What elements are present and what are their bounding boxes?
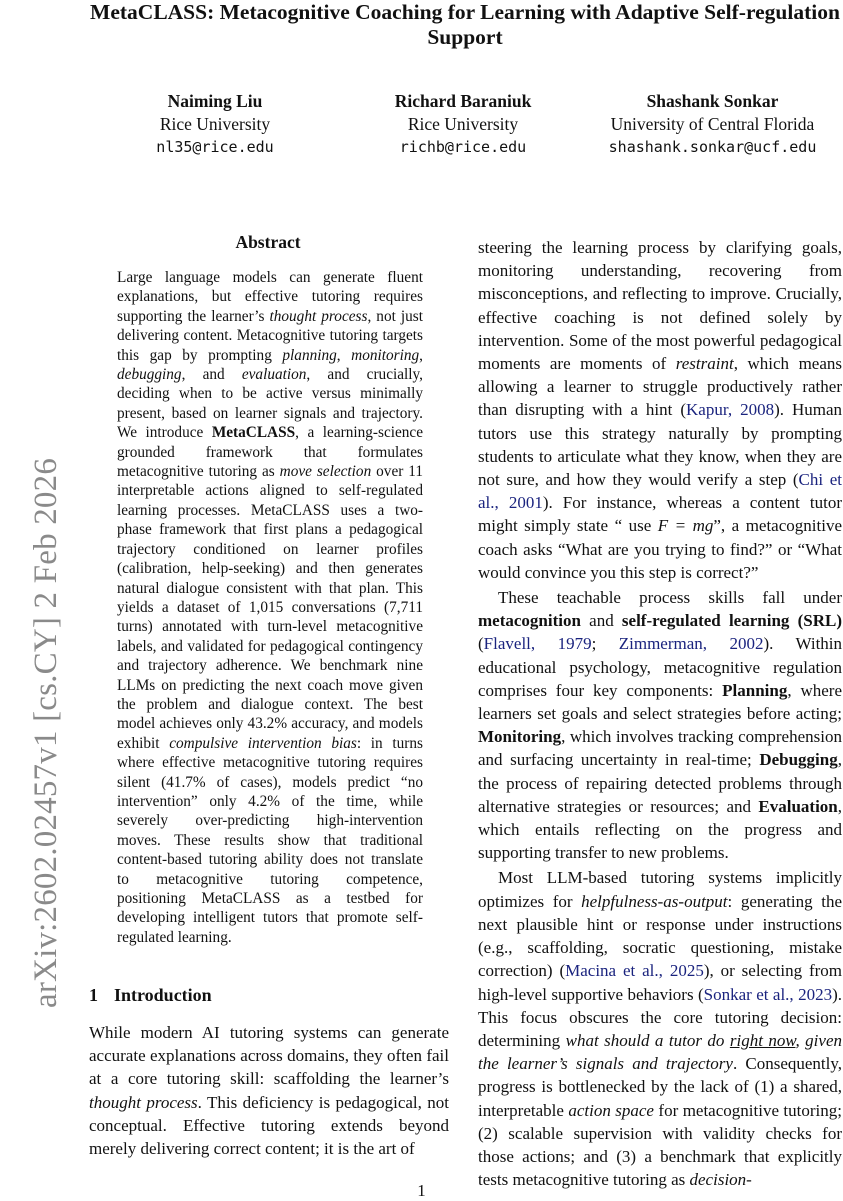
author-name: Richard Baraniuk [394, 91, 532, 111]
arxiv-identifier: arXiv:2602.02457v1 [cs.CY] 2 Feb 2026 [28, 457, 64, 1008]
section-heading-introduction [89, 985, 212, 1006]
abstract-paragraph: Large language models can generate fluent explanations, but effective tutoring requires supporting the learner’s thought process, not just delivering content. Metacognitive tutoring targets this gap by prompting planning, monitoring, debugging, and evaluation, and crucially, deciding when to be active versus minimally present, based on learner signals and trajectory. We introduce MetaCLASS, a learning-science grounded framework that formulates metacognitive tutoring as move selection over 11 interpretable actions aligned to self-regulated learning processes. MetaCLASS uses a two-phase framework that first plans a pedagogical trajectory conditioned on learner profiles (calibration, help-seeking) and then generates natural dialogue consistent with that plan. This yields a dataset of 1,015 conversations (7,711 turns) annotated with turn-level metacognitive labels, and validated for pedagogical contingency and trajectory adherence. We benchmark nine LLMs on predicting the next coach move given the problem and dialogue context. The best model achieves only 43.2% accuracy, and models exhibit compulsive intervention bias: in turns where effective metacognitive tutoring requires silent (41.7% of cases), models predict “no intervention” only 4.2% of the time, while severely over-predicting high-intervention moves. These results show that traditional content-based tutoring ability does not translate to metacognitive tutoring competence, positioning MetaCLASS as a testbed for developing intelligent tutors that promote self-regulated learning. [117, 269, 424, 946]
citation-link[interactable]: Kapur, 2008 [686, 400, 775, 420]
author-1 [130, 90, 300, 159]
author-2 [373, 90, 553, 159]
math-expression: F = mg [657, 516, 714, 536]
section-number: 1 [89, 985, 98, 1005]
page-number: 1 [417, 1181, 426, 1200]
citation-link[interactable]: Sonkar et al., 2023 [703, 984, 833, 1004]
paper-title: MetaCLASS: Metacognitive Coaching for Learning with Adaptive Self-regulation Support [90, 0, 840, 49]
author-affiliation: Rice University [407, 114, 519, 134]
author-name: Shashank Sonkar [646, 91, 779, 111]
citation-link[interactable]: Flavell, 1979 [483, 634, 592, 654]
intro-left-column [89, 1021, 449, 1160]
right-column [478, 236, 842, 1191]
author-3 [590, 90, 835, 159]
citation-link[interactable]: Macina et al., 2025 [565, 961, 704, 981]
author-affiliation: University of Central Florida [610, 114, 815, 134]
author-email: shashank.sonkar@ucf.edu [608, 138, 817, 156]
section-title: Introduction [114, 985, 212, 1005]
citation-link[interactable]: Chi et al., 2001 [478, 470, 842, 513]
right-paragraph-1: steering the learning process by clarifying goals, monitoring understanding, recovering from misconceptions, and reflecting to improve. Crucially, effective coaching is not defined solely by intervention. Some of the most powerful pedagogical moments are moments of restraint, which means allowing a learner to struggle productively rather than disrupting with a hint (Kapur, 2008). Human tutors use this strategy naturally by prompting students to articulate what they know, when they are not sure, and how they would verify a step (Chi et al., 2001). For instance, whereas a content tutor might simply state “ use F = mg”, a metacognitive coach asks “What are you trying to find?” or “What would convince you this step is correct?” [478, 238, 843, 582]
abstract-heading: Abstract [235, 232, 301, 252]
author-name: Naiming Liu [167, 91, 263, 111]
right-paragraph-3: Most LLM-based tutoring systems implicitly optimizes for helpfulness-as-output: generating the next plausible hint or response under instructions (e.g., scaffolding, socratic questioning, mistake correction) (Macina et al., 2025), or selecting from high-level supportive behaviors (Sonkar et al., 2023). This focus obscures the core tutoring decision: determining what should a tutor do right now, given the learner’s signals and trajectory. Consequently, progress is bottlenecked by the lack of (1) a shared, interpretable action space for metacognitive tutoring; (2) scalable supervision with validity checks for those actions; and (3) a benchmark that explicitly tests metacognitive tutoring as decision- [478, 868, 843, 1190]
author-affiliation: Rice University [159, 114, 271, 134]
intro-paragraph: While modern AI tutoring systems can generate accurate explanations across domains, they often fail at a core tutoring skill: scaffolding the learner’s thought process. This deficiency is pedagogical, not conceptual. Effective tutoring extends beyond merely delivering correct content; it is the art of [89, 1023, 449, 1159]
author-email: richb@rice.edu [399, 138, 527, 156]
citation-link[interactable]: Zimmerman, 2002 [618, 634, 764, 654]
author-email: nl35@rice.edu [156, 138, 274, 156]
abstract-body [117, 268, 423, 947]
right-paragraph-2: These teachable process skills fall under metacognition and self-regulated learning (SRL) (Flavell, 1979; Zimmerman, 2002). Within educational psychology, metacognitive regulation comprises four key components: Planning, where learners set goals and select strategies before acting; Monitoring, which involves tracking comprehension and surfacing uncertainty in real-time; Debugging, the process of repairing detected problems through alternative strategies or resources; and Evaluation, which entails reflecting on the progress and supporting transfer to new problems. [478, 588, 843, 863]
